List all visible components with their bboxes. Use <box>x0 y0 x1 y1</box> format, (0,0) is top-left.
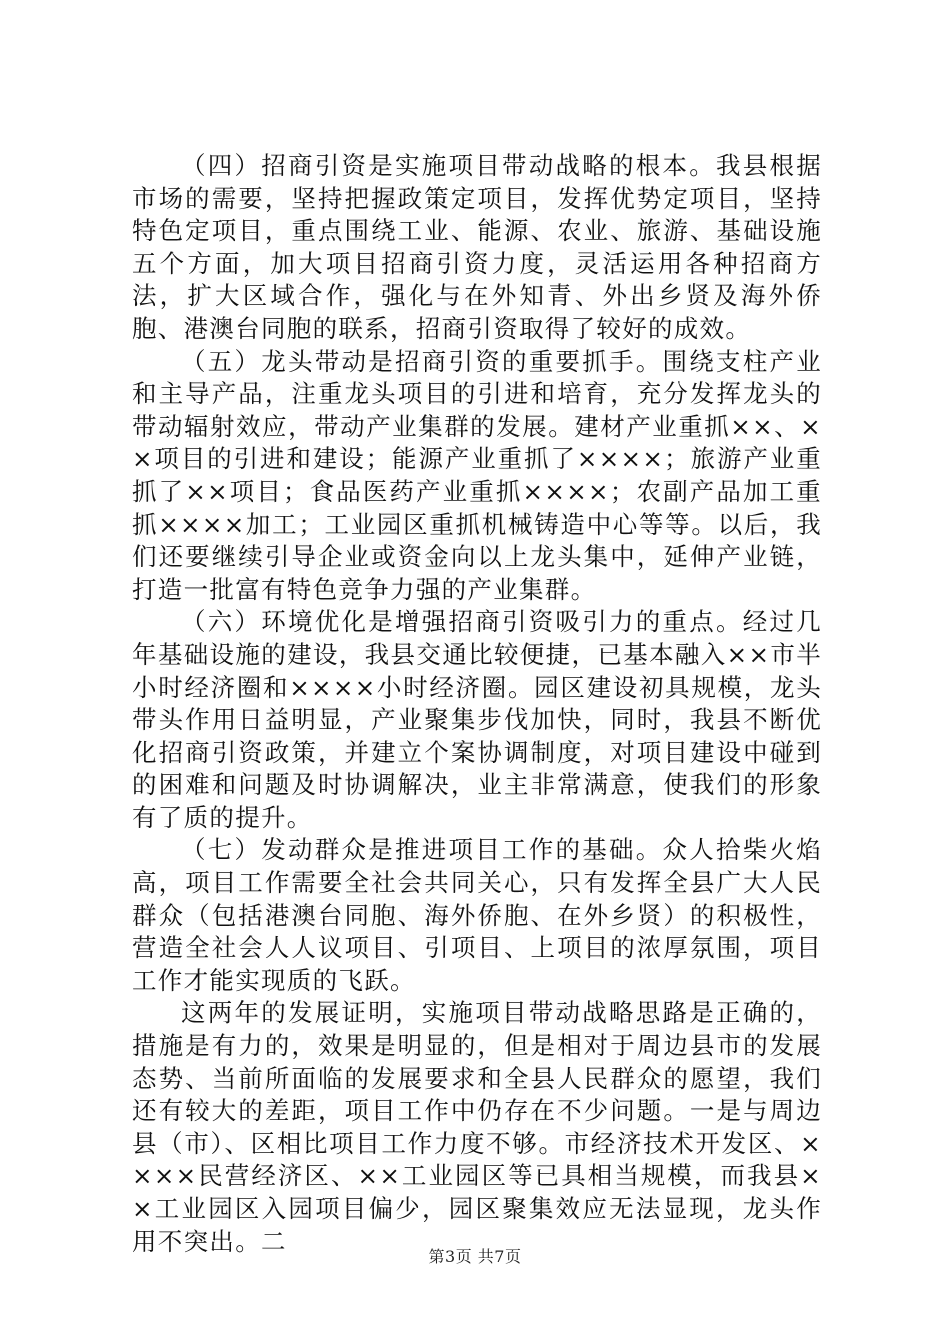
paragraph-7: （七）发动群众是推进项目工作的基础。众人拾柴火焰高，项目工作需要全社会共同关心，只有发挥全县广大人民群众（包括港澳台同胞、海外侨胞、在外乡贤）的积极性，营造全社会人人议项目、引项目、上项目的浓厚氛围，项目工作才能实现质的飞跃。 <box>132 835 822 995</box>
document-body <box>132 150 822 1258</box>
paragraph-6: （六）环境优化是增强招商引资吸引力的重点。经过几年基础设施的建设，我县交通比较便捷，已基本融入××市半小时经济圈和××××小时经济圈。园区建设初具规模，龙头带头作用日益明显，产业聚集步伐加快，同时，我县不断优化招商引资政策，并建立个案协调制度，对项目建设中碰到的困难和问题及时协调解决，业主非常满意，使我们的形象有了质的提升。 <box>132 607 822 832</box>
paragraph-4: （四）招商引资是实施项目带动战略的根本。我县根据市场的需要，坚持把握政策定项目，发挥优势定项目，坚持特色定项目，重点围绕工业、能源、农业、旅游、基础设施五个方面，加大项目招商引资力度，灵活运用各种招商方法，扩大区域合作，强化与在外知青、外出乡贤及海外侨胞、港澳台同胞的联系，招商引资取得了较好的成效。 <box>132 151 822 343</box>
paragraph-5: （五）龙头带动是招商引资的重要抓手。围绕支柱产业和主导产品，注重龙头项目的引进和培育，充分发挥龙头的带动辐射效应，带动产业集群的发展。建材产业重抓××、××项目的引进和建设；能源产业重抓了××××；旅游产业重抓了××项目；食品医药产业重抓××××；农副产品加工重抓××××加工；工业园区重抓机械铸造中心等等。以后，我们还要继续引导企业或资金向以上龙头集中，延伸产业链，打造一批富有特色竞争力强的产业集群。 <box>132 346 822 604</box>
page-number-footer: 第3页 共7页 <box>428 1247 522 1266</box>
paragraph-summary: 这两年的发展证明，实施项目带动战略思路是正确的，措施是有力的，效果是明显的，但是相对于周边县市的发展态势、当前所面临的发展要求和全县人民群众的愿望，我们还有较大的差距，项目工作中仍存在不少问题。一是与周边县（市）、区相比项目工作力度不够。市经济技术开发区、××××民营经济区、××工业园区等已具相当规模，而我县××工业园区入园项目偏少，园区聚集效应无法显现，龙头作用不突出。二 <box>132 998 822 1256</box>
